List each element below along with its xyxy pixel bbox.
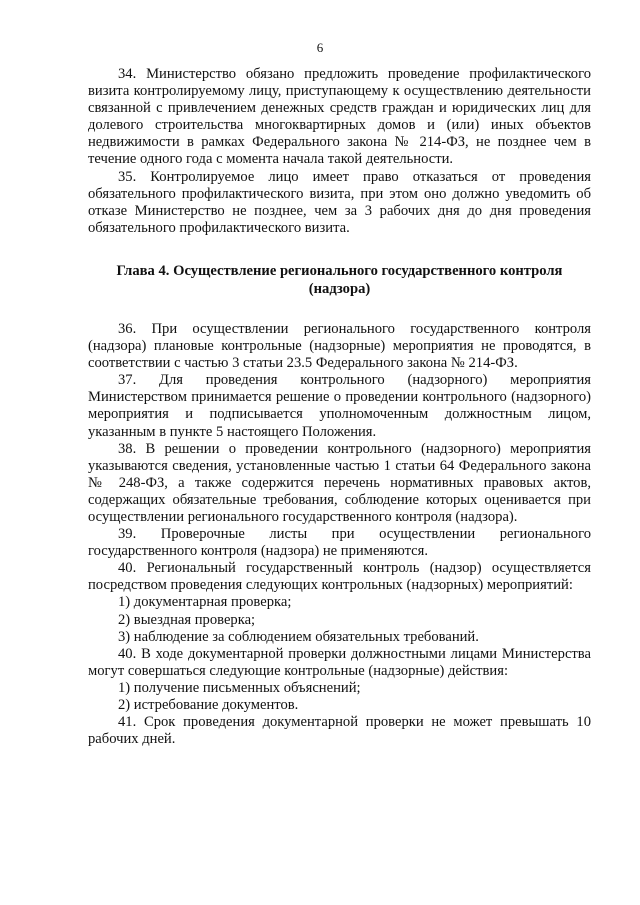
paragraph-40-second: 40. В ходе документарной проверки должностными лицами Министерства могут совершаться следующие контрольные (надзорные) действия: <box>88 645 591 679</box>
list-item: 2) выездная проверка; <box>118 611 256 628</box>
paragraph-39: 39. Проверочные листы при осуществлении регионального государственного контроля (надзора) не применяются. <box>88 526 591 560</box>
paragraph-38: 38. В решении о проведении контрольного (надзорного) мероприятия указываются сведения, установленные частью 1 статьи 64 Федерального закона № 248-ФЗ, а также содержится перечень нормативных правовых актов, содержащих обязательные требования, соблюдение которых оценивается при осуществлении регионального государственного контроля (надзора). <box>88 440 591 525</box>
paragraph-34: 34. Министерство обязано предложить проведение профилактического визита контролируемому лицу, приступающему к осуществлению деятельности связанной с привлечением денежных средств граждан и юридических лиц для долевого строительства многоквартирных домов и (или) иных объектов недвижимости в рамках Федерального закона № 214-ФЗ, не позднее чем в течение одного года с момента начала такой деятельности. <box>88 66 591 168</box>
page-number: 6 <box>316 40 324 55</box>
list-item: 3) наблюдение за соблюдением обязательных требований. <box>118 628 479 645</box>
list-item: 2) истребование документов. <box>118 697 299 713</box>
paragraph-41: 41. Срок проведения документарной проверки не может превышать 10 рабочих дней. <box>88 714 591 748</box>
paragraph-35: 35. Контролируемое лицо имеет право отказаться от проведения обязательного профилактического визита, при этом оно должно уведомить об отказе Министерство не позднее, чем за 3 рабочих дня до дня проведения обязательного профилактического визита. <box>88 168 591 236</box>
paragraph-36: 36. При осуществлении регионального государственного контроля (надзора) плановые контрольные (надзорные) мероприятия не проводятся, в соответствии с частью 3 статьи 23.5 Федерального закона № 214-ФЗ. <box>88 320 591 372</box>
list-item: 1) получение письменных объяснений; <box>118 679 361 696</box>
chapter-heading: Глава 4. Осуществление регионального государственного контроля (надзора) <box>116 262 563 297</box>
list-item: 1) документарная проверка; <box>118 594 292 611</box>
paragraph-40: 40. Региональный государственный контроль (надзор) осуществляется посредством проведения следующих контрольных (надзорных) мероприятий: <box>88 560 591 594</box>
paragraph-37: 37. Для проведения контрольного (надзорного) мероприятия Министерством принимается решение о проведении контрольного (надзорного) мероприятия и подписывается уполномоченным должностным лицом, указанным в пункте 5 настоящего Положения. <box>88 372 591 440</box>
document-body <box>88 66 591 748</box>
